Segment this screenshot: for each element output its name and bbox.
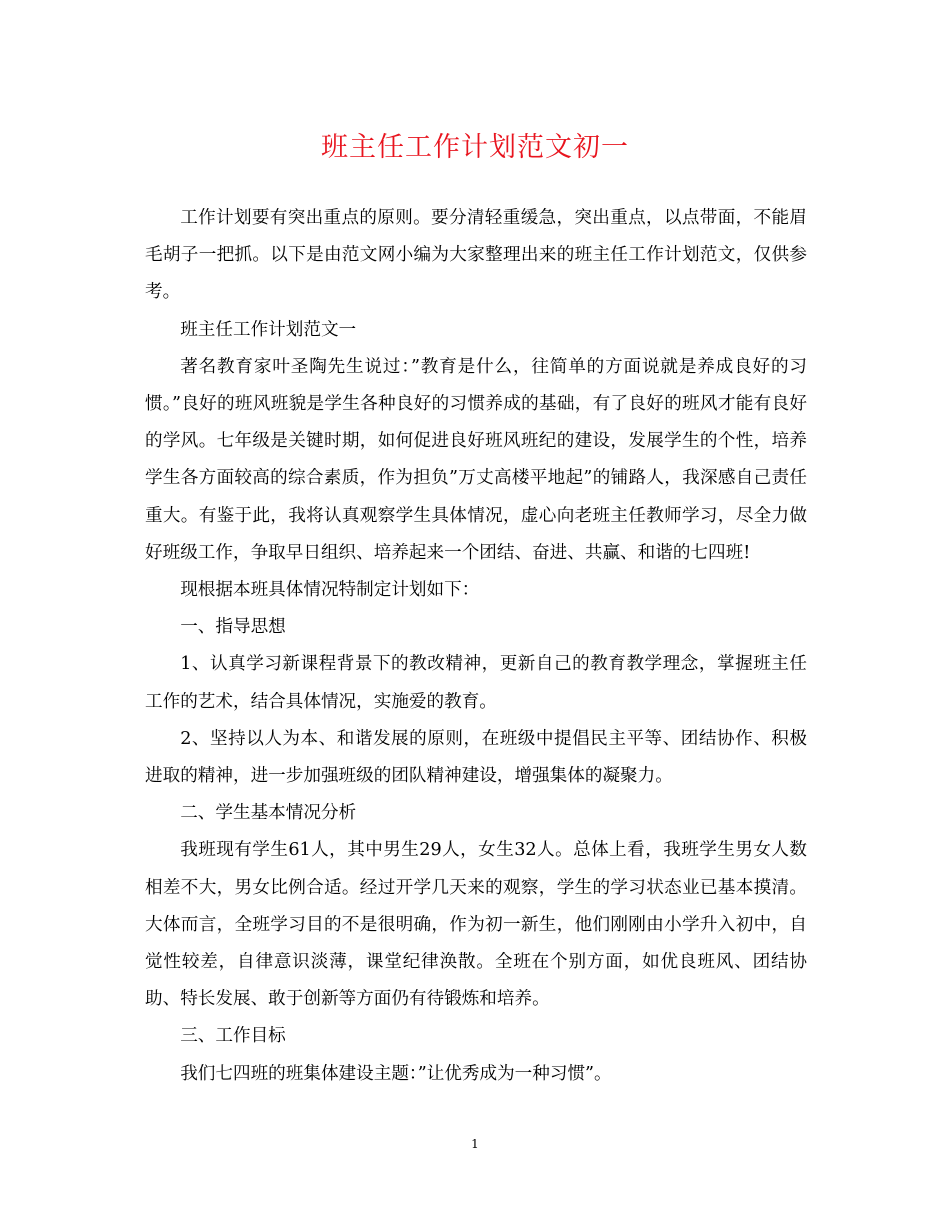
list-item-paragraph: 2、坚持以人为本、和谐发展的原则，在班级中提倡民主平等、团结协作、积极进取的精神，进一步加强班级的团队精神建设，增强集体的凝聚力。 (145, 728, 807, 787)
document-body (145, 200, 807, 1093)
body-paragraph: 著名教育家叶圣陶先生说过：”教育是什么，往简单的方面说就是养成良好的习惯。”良好的班风班貌是学生各种良好的习惯养成的基础，有了良好的班风才能有良好的学风。七年级是关键时期，如何促进良好班风班纪的建设，发展学生的个性，培养学生各方面较高的综合素质，作为担负”万丈高楼平地起”的铺路人，我深感自己责任重大。有鉴于此，我将认真观察学生具体情况，虚心向老班主任教师学习，尽全力做好班级工作，争取早日组织、培养起来一个团结、奋进、共赢、和谐的七四班! (145, 356, 807, 563)
document-title: 班主任工作计划范文初一 (321, 132, 629, 163)
intro-paragraph: 工作计划要有突出重点的原则。要分清轻重缓急，突出重点，以点带面，不能眉毛胡子一把抓。以下是由范文网小编为大家整理出来的班主任工作计划范文，仅供参考。 (145, 208, 807, 303)
body-paragraph: 我们七四班的班集体建设主题：”让优秀成为一种习惯”。 (180, 1063, 612, 1084)
section-heading-sample-one: 班主任工作计划范文一 (180, 319, 357, 340)
list-item-paragraph: 1、认真学习新课程背景下的教改精神，更新自己的教育教学理念，掌握班主任工作的艺术，结合具体情况，实施爱的教育。 (145, 654, 807, 712)
body-paragraph: 我班现有学生61人，其中男生29人，女生32人。总体上看，我班学生男女人数相差不大，男女比例合适。经过开学几天来的观察，学生的学习状态业已基本摸清。大体而言，全班学习目的不是很明确，作为初一新生，他们刚刚由小学升入初中，自觉性较差，自律意识淡薄，课堂纪律涣散。全班在个别方面，如优良班风、团结协助、特长发展、敢于创新等方面仍有待锻炼和培养。 (145, 840, 807, 1010)
section-heading-work-goals: 三、工作目标 (180, 1026, 286, 1047)
section-heading-guiding-thought: 一、指导思想 (180, 617, 286, 638)
body-paragraph: 现根据本班具体情况特制定计划如下： (180, 580, 480, 601)
page-number: 1 (471, 1137, 479, 1151)
section-heading-student-analysis: 二、学生基本情况分析 (180, 803, 357, 824)
